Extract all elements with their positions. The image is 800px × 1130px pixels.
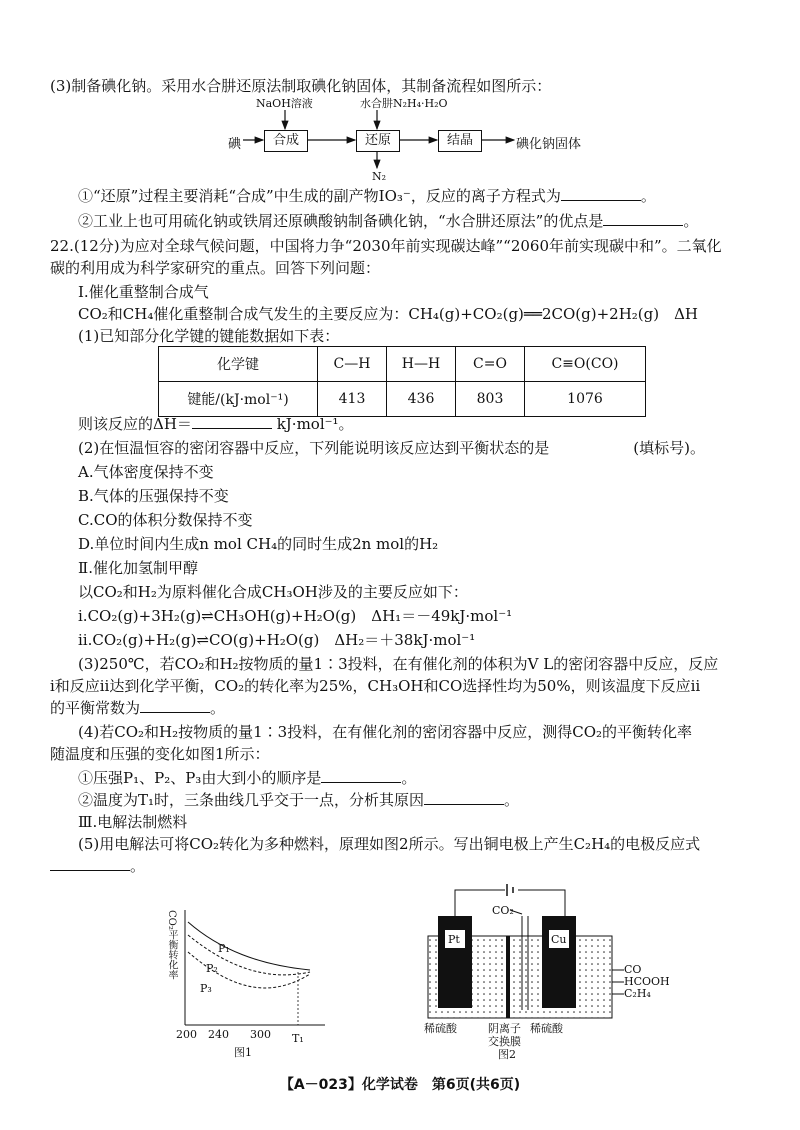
fig1-xtick: 300: [250, 1028, 271, 1041]
q22-sub5-answer: 。: [50, 856, 145, 876]
flow-step-crystallize: 结晶: [438, 130, 482, 152]
q22-sub5-line1: (5)用电解法可将CO₂转化为多种燃料，原理如图2所示。写出铜电极上产生C₂H₄的电极反应式: [78, 835, 701, 853]
fig2-out-hcooh: HCOOH: [624, 975, 670, 988]
q22-sub4-line1: (4)若CO₂和H₂按物质的量1∶3投料，在有催化剂的密闭容器中反应，测得CO₂的平衡转化率: [78, 723, 693, 741]
fig1-caption: 图1: [234, 1046, 252, 1059]
fig1-series-p3: P₃: [200, 982, 212, 995]
table-row-label: 键能/(kJ·mol⁻¹): [159, 382, 318, 417]
fig2-out-c2h4: C₂H₄: [624, 987, 651, 1000]
bond-energy-table: [158, 346, 646, 417]
flow-input-naoh: NaOH溶液: [256, 97, 313, 110]
q22-sub3-blank[interactable]: [140, 698, 210, 713]
flow-start: 碘: [228, 137, 242, 152]
fig2-left-solution: 稀硫酸: [424, 1022, 457, 1035]
fig1-xtick: 200: [176, 1028, 197, 1041]
q3-sub2: ②工业上也可用硫化钠或铁屑还原碘酸钠制备碘化钠，“水合肼还原法”的优点是 。: [78, 212, 699, 230]
flow-byproduct: N₂: [372, 170, 387, 183]
q22-part3-title: Ⅲ.电解法制燃料: [78, 813, 188, 831]
q22-part1-title: Ⅰ.催化重整制合成气: [78, 283, 209, 301]
flow-step-reduction: 还原: [356, 130, 400, 152]
flow-input-hydrazine: 水合肼N₂H₄·H₂O: [360, 97, 448, 110]
option-c: C.CO的体积分数保持不变: [78, 511, 253, 529]
q3-sub2-blank[interactable]: [603, 211, 683, 226]
table-header-row: [159, 347, 646, 382]
fig2-membrane-l2: 交换膜: [488, 1035, 521, 1048]
reaction-i: ⅰ.CO₂(g)+3H₂(g)⇌CH₃OH(g)+H₂O(g) ΔH₁＝－49kJ·mol⁻¹: [78, 607, 513, 625]
q22-sub4-q1-blank[interactable]: [321, 768, 401, 783]
figure-1: [150, 900, 340, 1060]
option-a: A.气体密度保持不变: [78, 463, 214, 481]
q22-header-2: 碳的利用成为科学家研究的重点。回答下列问题：: [50, 259, 381, 277]
fig2-membrane-l1: 阴离子: [488, 1022, 521, 1035]
flow-step-synthesis: 合成: [264, 130, 308, 152]
fig2-right-solution: 稀硫酸: [530, 1022, 563, 1035]
q22-sub4-q2-blank[interactable]: [424, 790, 504, 805]
q22-sub4-q1: ①压强P₁、P₂、P₃由大到小的顺序是 。: [78, 769, 417, 787]
flow-arrows: [0, 0, 800, 200]
reaction-ii: ⅱ.CO₂(g)+H₂(g)⇌CO(g)+H₂O(g) ΔH₂＝＋38kJ·mol⁻¹: [78, 631, 476, 649]
q3-sub1-blank[interactable]: [561, 186, 641, 201]
q22-sub3-line3: 的平衡常数为 。: [50, 699, 226, 717]
table-header: C—H: [318, 347, 387, 382]
q22-sub1-text: (1)已知部分化学键的键能数据如下表：: [78, 327, 340, 345]
table-header: H—H: [387, 347, 456, 382]
table-cell: 413: [318, 382, 387, 417]
table-cell: 803: [456, 382, 525, 417]
q22-sub2: (2)在恒温恒容的密闭容器中反应，下列能说明该反应达到平衡状态的是 (填标号)。: [78, 439, 705, 457]
fig2-cu-label: Cu: [551, 933, 567, 946]
table-header: C=O: [456, 347, 525, 382]
q22-part1-eq: CO₂和CH₄催化重整制合成气发生的主要反应为：CH₄(g)+CO₂(g)══2CO(g)+2H₂(g) ΔH: [78, 305, 699, 323]
fig1-series-p1: P₁: [218, 942, 230, 955]
table-row: [159, 382, 646, 417]
q22-sub4-q2: ②温度为T₁时，三条曲线几乎交于一点，分析其原因 。: [78, 791, 520, 809]
figure-2: [410, 878, 670, 1060]
q22-part2-intro: 以CO₂和H₂为原料催化合成CH₃OH涉及的主要反应如下：: [78, 583, 468, 601]
fig2-co2-label: CO₂: [492, 904, 514, 917]
fig1-xtick: T₁: [292, 1032, 304, 1045]
fig2-caption: 图2: [498, 1048, 516, 1061]
table-header: C≡O(CO): [525, 347, 646, 382]
q22-part2-title: Ⅱ.催化加氢制甲醇: [78, 559, 198, 577]
fig2-pt-label: Pt: [448, 933, 460, 946]
q22-header-1: 22.(12分)为应对全球气候问题，中国将力争“2030年前实现碳达峰”“2060年前实现碳中和”。二氧化: [50, 237, 722, 255]
q22-sub3-line1: (3)250℃，若CO₂和H₂按物质的量1∶3投料，在有催化剂的体积为V L的密闭容器中反应，反应: [78, 655, 719, 673]
q22-sub4-line2: 随温度和压强的变化如图1所示：: [50, 745, 270, 763]
table-cell: 436: [387, 382, 456, 417]
q3-sub1: ①“还原”过程主要消耗“合成”中生成的副产物IO₃⁻，反应的离子方程式为 。: [78, 187, 656, 205]
q22-sub5-blank[interactable]: [50, 856, 130, 871]
table-header: 化学键: [159, 347, 318, 382]
table-cell: 1076: [525, 382, 646, 417]
fig1-xtick: 240: [208, 1028, 229, 1041]
q22-sub3-line2: ⅰ和反应ⅱ达到化学平衡，CO₂的转化率为25%，CH₃OH和CO选择性均为50%，则该温度下反应ⅱ: [50, 677, 701, 695]
option-b: B.气体的压强保持不变: [78, 487, 229, 505]
fig1-ylabel: CO₂平衡转化率: [166, 910, 177, 980]
option-d: D.单位时间内生成n mol CH₄的同时生成2n mol的H₂: [78, 535, 439, 553]
fig2-out-co: CO: [624, 963, 642, 976]
q3-intro: (3)制备碘化钠。采用水合肼还原法制取碘化钠固体，其制备流程如图所示：: [50, 77, 552, 95]
fig1-series-p2: P₂: [206, 962, 218, 975]
q22-sub1-answer: 则该反应的ΔH＝ kJ·mol⁻¹。: [78, 415, 354, 433]
page-footer: 【A－023】化学试卷 第6页(共6页): [279, 1077, 521, 1093]
q22-sub1-blank[interactable]: [192, 414, 272, 429]
flow-product: 碘化钠固体: [516, 137, 582, 152]
